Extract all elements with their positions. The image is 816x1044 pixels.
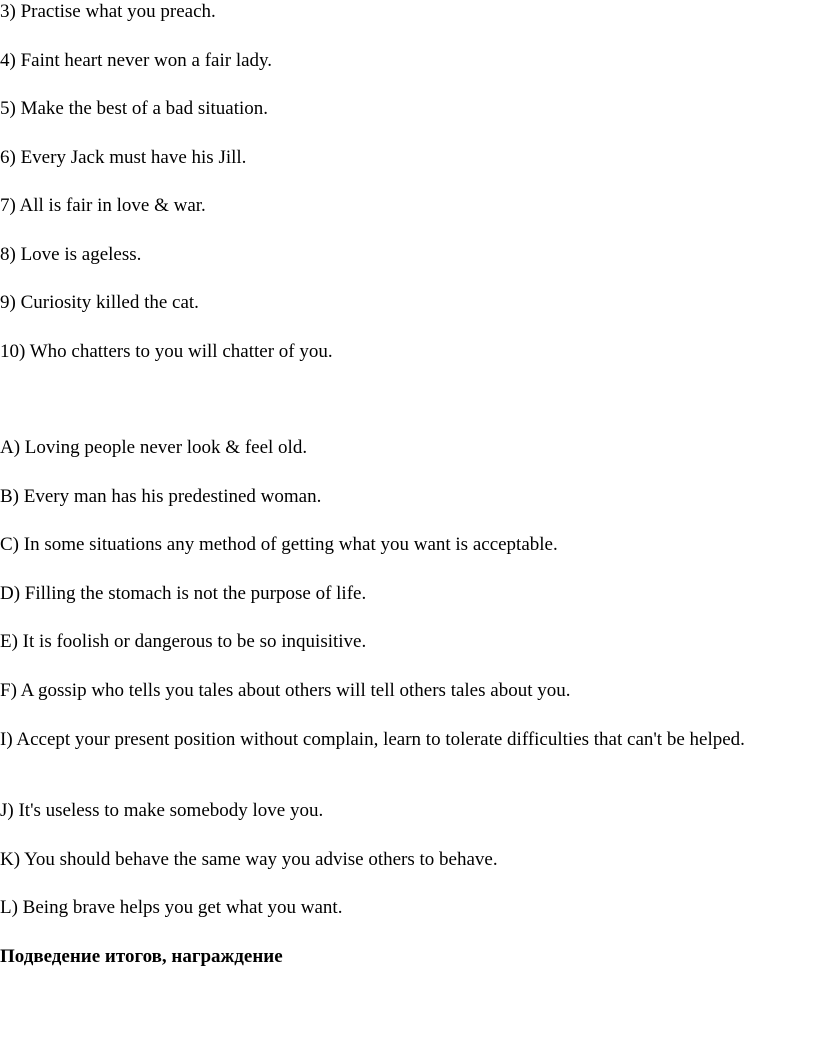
proverb-item: 10) Who chatters to you will chatter of you. bbox=[0, 341, 333, 362]
meaning-item: C) In some situations any method of getting what you want is acceptable. bbox=[0, 534, 558, 555]
summary-heading: Подведение итогов, награждение bbox=[0, 946, 283, 967]
meaning-item: J) It's useless to make somebody love you. bbox=[0, 800, 324, 821]
meaning-item: E) It is foolish or dangerous to be so inquisitive. bbox=[0, 631, 367, 652]
proverb-item: 4) Faint heart never won a fair lady. bbox=[0, 50, 273, 71]
meaning-item: D) Filling the stomach is not the purpose of life. bbox=[0, 583, 367, 604]
meaning-item: I) Accept your present position without complain, learn to tolerate difficulties that can't be helped. bbox=[0, 729, 745, 750]
meaning-item: A) Loving people never look & feel old. bbox=[0, 437, 308, 458]
proverb-item: 3) Practise what you preach. bbox=[0, 1, 216, 22]
meaning-item: L) Being brave helps you get what you want. bbox=[0, 897, 343, 918]
proverb-item: 7) All is fair in love & war. bbox=[0, 195, 206, 216]
meaning-item: B) Every man has his predestined woman. bbox=[0, 486, 322, 507]
meaning-item: K) You should behave the same way you advise others to behave. bbox=[0, 849, 498, 870]
proverb-item: 6) Every Jack must have his Jill. bbox=[0, 147, 247, 168]
proverb-item: 9) Curiosity killed the cat. bbox=[0, 292, 199, 313]
meaning-item: F) A gossip who tells you tales about others will tell others tales about you. bbox=[0, 680, 571, 701]
proverb-item: 8) Love is ageless. bbox=[0, 244, 142, 265]
proverb-item: 5) Make the best of a bad situation. bbox=[0, 98, 269, 119]
